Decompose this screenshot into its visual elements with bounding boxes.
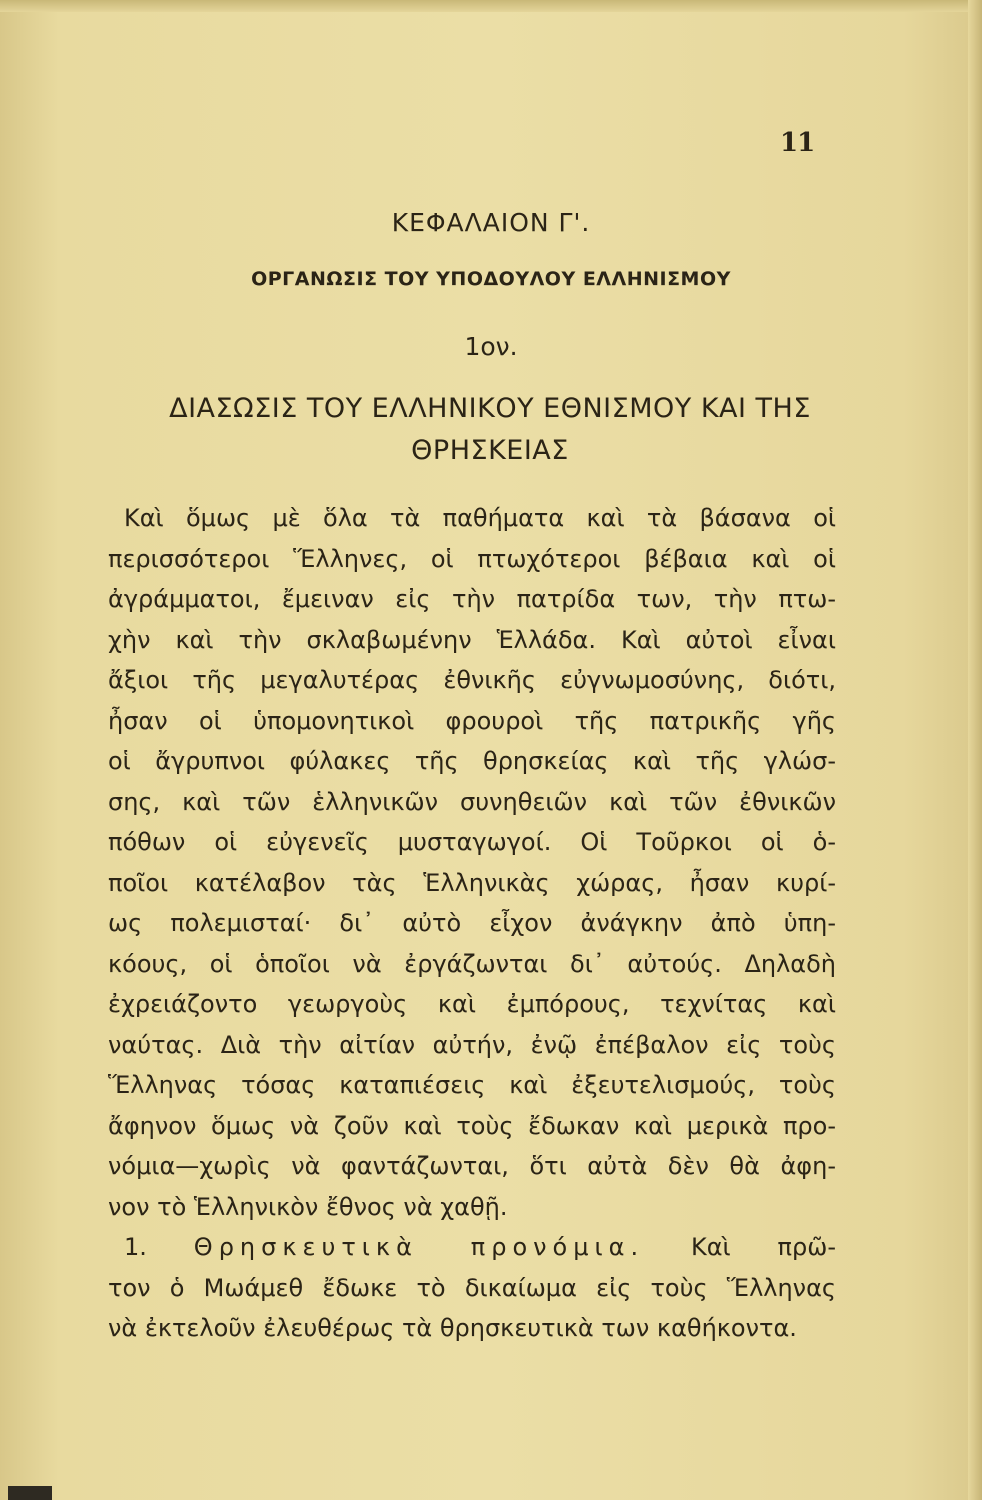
text-line: ἄξιοι τῆς μεγαλυτέρας ἐθνικῆς εὐγνωμοσύνης, διότι, <box>108 666 836 694</box>
text-line: ἀγράμματοι, ἔμειναν εἰς τὴν πατρίδα των, τὴν πτω- <box>108 585 836 613</box>
text-line: περισσότεροι Ἕλληνες, οἱ πτωχότεροι βέβαια καὶ οἱ <box>108 544 836 573</box>
item-heading-rest: Καὶ πρῶ- <box>690 1233 836 1261</box>
item-heading-line <box>108 1227 836 1268</box>
text-line: ως πολεμισταί· δι᾽ αὐτὸ εἶχον ἀνάγκην ἀπὸ ὑπη- <box>108 909 836 937</box>
page-top-edge <box>0 0 982 12</box>
text-line: Καὶ ὅμως μὲ ὅλα τὰ παθήματα καὶ τὰ βάσανα οἱ <box>124 504 836 532</box>
text-line: νὰ ἐκτελοῦν ἐλευθέρως τὰ θρησκευτικὰ των καθήκοντα. <box>108 1314 797 1342</box>
text-line: νον τὸ Ἑλληνικὸν ἔθνος νὰ χαθῇ. <box>108 1192 508 1221</box>
section-number: 1ον. <box>464 332 518 361</box>
text-line: ποῖοι κατέλαβον τὰς Ἑλληνικὰς χώρας, ἦσαν κυρί- <box>108 868 836 897</box>
body-text <box>108 498 836 1349</box>
text-line: νόμια—χωρὶς νὰ φαντάζωνται, ὅτι αὐτὰ δὲν θὰ ἀφη- <box>108 1152 836 1180</box>
chapter-subtitle: ΟΡΓΑΝΩΣΙΣ ΤΟΥ ΥΠΟΔΟΥΛΟΥ ΕΛΛΗΝΙΣΜΟΥ <box>251 268 731 290</box>
chapter-heading: ΚΕΦΑΛΑΙΟΝ Γ'. <box>391 208 591 237</box>
page-number: 11 <box>780 128 815 158</box>
text-line: ἄφηνον ὅμως νὰ ζοῦν καὶ τοὺς ἔδωκαν καὶ μερικὰ προ- <box>108 1111 836 1140</box>
section-title-line-2: ΘΡΗΣΚΕΙΑΣ <box>411 435 569 466</box>
text-line: κόους, οἱ ὁποῖοι νὰ ἐργάζωνται δι᾽ αὐτούς. Δηλαδὴ <box>108 949 836 978</box>
text-line: σης, καὶ τῶν ἑλληνικῶν συνηθειῶν καὶ τῶν ἐθνικῶν <box>108 787 836 816</box>
text-line: οἱ ἄγρυπνοι φύλακες τῆς θρησκείας καὶ τῆς γλώσ- <box>108 747 836 775</box>
scan-edge-mark <box>8 1486 52 1500</box>
text-line: ἐχρειάζοντο γεωργοὺς καὶ ἐμπόρους, τεχνίτας καὶ <box>108 990 836 1018</box>
text-line: τον ὁ Μωάμεθ ἔδωκε τὸ δικαίωμα εἰς τοὺς Ἕλληνας <box>108 1273 836 1302</box>
text-line: χὴν καὶ τὴν σκλαβωμένην Ἑλλάδα. Καὶ αὐτοὶ εἶναι <box>108 625 836 654</box>
section-title <box>110 388 870 472</box>
text-line: ναύτας. Διὰ τὴν αἰτίαν αὐτήν, ἐνῷ ἐπέβαλον εἰς τοὺς <box>108 1030 836 1059</box>
item-heading: Θρησκευτικὰ προνόμια. <box>193 1233 645 1261</box>
text-line: πόθων οἱ εὐγενεῖς μυσταγωγοί. Οἱ Τοῦρκοι οἱ ὁ- <box>108 828 836 856</box>
item-number: 1. <box>124 1233 147 1261</box>
section-title-line-1: ΔΙΑΣΩΣΙΣ ΤΟΥ ΕΛΛΗΝΙΚΟΥ ΕΘΝΙΣΜΟΥ ΚΑΙ ΤΗΣ <box>169 393 811 424</box>
text-line: Ἕλληνας τόσας καταπιέσεις καὶ ἐξευτελισμούς, τοὺς <box>108 1071 836 1099</box>
text-line: ἦσαν οἱ ὑπομονητικοὶ φρουροὶ τῆς πατρικῆς γῆς <box>108 706 836 735</box>
